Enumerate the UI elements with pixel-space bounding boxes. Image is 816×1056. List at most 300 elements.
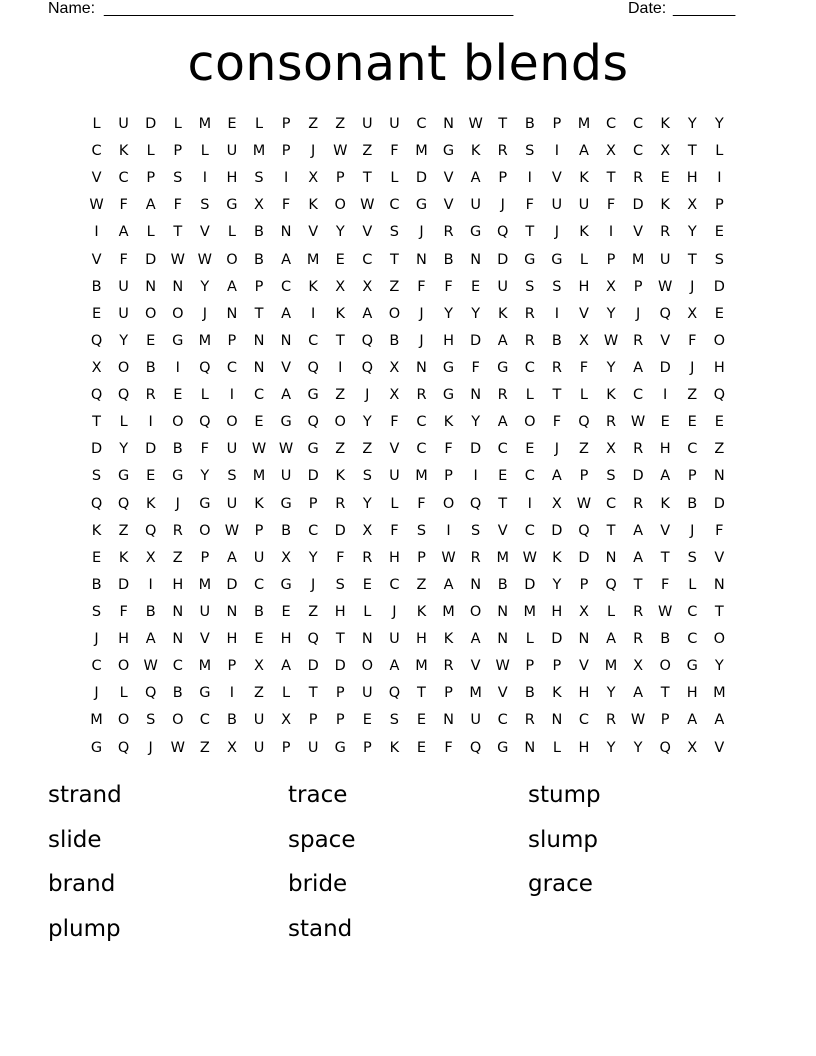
grid-letter[interactable]: R — [633, 332, 644, 349]
grid-letter[interactable]: V — [91, 251, 102, 268]
grid-letter[interactable]: E — [714, 305, 724, 322]
grid-letter[interactable]: F — [606, 197, 616, 214]
grid-letter[interactable]: D — [334, 522, 346, 539]
grid-letter[interactable]: Q — [117, 495, 130, 512]
grid-letter[interactable]: U — [253, 739, 265, 756]
grid-letter[interactable]: I — [283, 170, 289, 187]
grid-letter[interactable]: F — [525, 197, 534, 214]
grid-letter[interactable]: V — [660, 522, 671, 539]
grid-letter[interactable]: K — [552, 549, 562, 566]
grid-letter[interactable]: Y — [552, 576, 562, 593]
grid-letter[interactable]: Q — [307, 414, 319, 431]
grid-letter[interactable]: K — [579, 224, 589, 241]
grid-letter[interactable]: H — [334, 604, 346, 621]
grid-letter[interactable]: F — [119, 604, 128, 621]
grid-letter[interactable]: M — [198, 658, 212, 675]
grid-letter[interactable]: K — [416, 604, 427, 621]
grid-letter[interactable]: P — [335, 712, 345, 729]
grid-letter[interactable]: G — [524, 251, 536, 268]
grid-letter[interactable]: R — [470, 549, 481, 566]
grid-letter[interactable]: Q — [117, 739, 130, 756]
grid-letter[interactable]: D — [632, 197, 644, 214]
grid-letter[interactable]: Z — [118, 522, 129, 539]
grid-letter[interactable]: Y — [119, 332, 129, 349]
grid-letter[interactable]: N — [497, 604, 509, 621]
grid-letter[interactable]: Z — [416, 576, 427, 593]
grid-letter[interactable]: I — [202, 170, 207, 187]
grid-letter[interactable]: B — [660, 631, 671, 648]
grid-letter[interactable]: T — [498, 495, 508, 512]
grid-letter[interactable]: S — [146, 712, 156, 729]
grid-letter[interactable]: G — [497, 360, 509, 377]
grid-letter[interactable]: A — [226, 278, 237, 295]
grid-letter[interactable]: P — [606, 251, 616, 268]
grid-letter[interactable]: S — [227, 468, 237, 485]
grid-letter[interactable]: S — [687, 549, 697, 566]
grid-letter[interactable]: I — [527, 495, 532, 512]
grid-letter[interactable]: H — [226, 170, 238, 187]
grid-letter[interactable]: G — [280, 495, 292, 512]
grid-letter[interactable]: N — [443, 712, 454, 729]
grid-letter[interactable]: F — [119, 251, 128, 268]
grid-letter[interactable]: T — [173, 224, 183, 241]
grid-letter[interactable]: T — [389, 251, 399, 268]
grid-letter[interactable]: X — [687, 739, 698, 756]
grid-letter[interactable]: R — [660, 224, 671, 241]
grid-letter[interactable]: R — [335, 495, 346, 512]
grid-letter[interactable]: G — [172, 332, 184, 349]
grid-letter[interactable]: B — [145, 604, 156, 621]
grid-letter[interactable]: E — [525, 441, 535, 458]
grid-letter[interactable]: M — [198, 116, 212, 133]
grid-letter[interactable]: G — [415, 197, 428, 214]
grid-letter[interactable]: M — [415, 143, 428, 160]
grid-letter[interactable]: M — [252, 143, 266, 160]
grid-letter[interactable]: Z — [308, 116, 319, 133]
grid-letter[interactable]: X — [578, 604, 589, 621]
grid-letter[interactable]: U — [307, 739, 319, 756]
grid-letter[interactable]: K — [118, 549, 129, 566]
grid-letter[interactable]: G — [199, 685, 211, 702]
grid-letter[interactable]: D — [334, 658, 346, 675]
grid-letter[interactable]: M — [604, 658, 618, 675]
grid-letter[interactable]: T — [687, 251, 697, 268]
grid-letter[interactable]: G — [307, 441, 319, 458]
grid-letter[interactable]: E — [416, 712, 427, 729]
grid-letter[interactable]: K — [660, 116, 670, 133]
grid-letter[interactable]: R — [497, 143, 508, 160]
grid-letter[interactable]: G — [90, 739, 103, 756]
grid-letter[interactable]: J — [554, 224, 559, 241]
grid-letter[interactable]: J — [554, 441, 559, 458]
grid-letter[interactable]: M — [415, 468, 428, 485]
grid-letter[interactable]: P — [687, 468, 697, 485]
grid-letter[interactable]: K — [118, 143, 129, 160]
grid-letter[interactable]: O — [117, 712, 130, 729]
grid-letter[interactable]: Q — [361, 332, 374, 349]
grid-letter[interactable]: M — [198, 576, 212, 593]
grid-letter[interactable]: U — [362, 685, 373, 702]
grid-letter[interactable]: I — [229, 387, 235, 404]
name-field-line[interactable]: ______________________________________________ — [104, 0, 514, 17]
grid-letter[interactable]: W — [197, 251, 213, 268]
grid-letter[interactable]: U — [470, 197, 481, 214]
grid-letter[interactable]: R — [497, 387, 508, 404]
grid-letter[interactable]: D — [307, 468, 319, 485]
grid-letter[interactable]: R — [633, 604, 644, 621]
grid-letter[interactable]: D — [118, 576, 130, 593]
grid-letter[interactable]: H — [118, 631, 130, 648]
grid-letter[interactable]: L — [227, 224, 236, 241]
grid-letter[interactable]: J — [419, 305, 424, 322]
grid-letter[interactable]: F — [200, 441, 210, 458]
grid-letter[interactable]: N — [470, 576, 482, 593]
grid-letter[interactable]: E — [254, 414, 264, 431]
grid-letter[interactable]: T — [254, 305, 264, 322]
grid-letter[interactable]: T — [335, 332, 345, 349]
grid-letter[interactable]: S — [552, 278, 562, 295]
grid-letter[interactable]: G — [551, 251, 563, 268]
grid-letter[interactable]: R — [172, 522, 183, 539]
grid-letter[interactable]: G — [470, 224, 482, 241]
grid-letter[interactable]: N — [713, 468, 725, 485]
grid-letter[interactable]: P — [633, 278, 643, 295]
grid-letter[interactable]: V — [497, 522, 508, 539]
grid-letter[interactable]: E — [714, 224, 724, 241]
grid-letter[interactable]: M — [442, 604, 455, 621]
grid-letter[interactable]: K — [91, 522, 102, 539]
grid-letter[interactable]: K — [389, 739, 400, 756]
grid-letter[interactable]: Y — [606, 360, 616, 377]
grid-letter[interactable]: E — [714, 414, 724, 431]
grid-letter[interactable]: Q — [659, 305, 671, 322]
grid-letter[interactable]: U — [551, 197, 563, 214]
grid-letter[interactable]: V — [633, 224, 644, 241]
grid-letter[interactable]: A — [633, 549, 644, 566]
grid-letter[interactable]: P — [281, 143, 291, 160]
grid-letter[interactable]: T — [606, 170, 616, 187]
grid-letter[interactable]: J — [148, 739, 153, 756]
grid-letter[interactable]: G — [334, 739, 346, 756]
grid-letter[interactable]: F — [715, 522, 724, 539]
grid-letter[interactable]: D — [470, 441, 482, 458]
grid-letter[interactable]: A — [281, 658, 292, 675]
grid-letter[interactable]: P — [227, 332, 237, 349]
grid-letter[interactable]: W — [603, 332, 619, 349]
grid-letter[interactable]: C — [687, 631, 698, 648]
grid-letter[interactable]: O — [713, 631, 726, 648]
grid-letter[interactable]: I — [473, 468, 478, 485]
grid-letter[interactable]: H — [578, 739, 590, 756]
grid-letter[interactable]: P — [173, 143, 183, 160]
grid-letter[interactable]: R — [633, 441, 644, 458]
grid-letter[interactable]: C — [308, 332, 319, 349]
grid-letter[interactable]: L — [715, 143, 724, 160]
grid-letter[interactable]: U — [226, 495, 238, 512]
grid-letter[interactable]: E — [498, 468, 508, 485]
grid-letter[interactable]: Z — [389, 278, 400, 295]
grid-letter[interactable]: N — [497, 631, 509, 648]
grid-letter[interactable]: A — [633, 685, 644, 702]
grid-letter[interactable]: L — [146, 224, 155, 241]
grid-letter[interactable]: B — [497, 576, 508, 593]
grid-letter[interactable]: Y — [606, 305, 616, 322]
grid-letter[interactable]: Y — [308, 549, 318, 566]
grid-letter[interactable]: V — [389, 441, 400, 458]
grid-letter[interactable]: Q — [199, 360, 211, 377]
grid-letter[interactable]: E — [660, 414, 670, 431]
grid-letter[interactable]: C — [199, 712, 210, 729]
grid-letter[interactable]: G — [226, 197, 238, 214]
grid-letter[interactable]: G — [280, 414, 292, 431]
grid-letter[interactable]: O — [199, 522, 211, 539]
grid-letter[interactable]: F — [471, 360, 480, 377]
grid-letter[interactable]: Q — [713, 387, 726, 404]
grid-letter[interactable]: Q — [578, 522, 590, 539]
grid-letter[interactable]: X — [362, 522, 373, 539]
grid-letter[interactable]: K — [308, 278, 318, 295]
grid-letter[interactable]: D — [578, 549, 590, 566]
grid-letter[interactable]: X — [226, 739, 237, 756]
grid-letter[interactable]: Y — [471, 305, 481, 322]
grid-letter[interactable]: U — [226, 441, 238, 458]
grid-letter[interactable]: Z — [308, 604, 319, 621]
grid-letter[interactable]: U — [659, 251, 671, 268]
grid-letter[interactable]: S — [254, 170, 264, 187]
grid-letter[interactable]: Z — [362, 441, 373, 458]
grid-letter[interactable]: N — [524, 739, 536, 756]
grid-letter[interactable]: F — [552, 414, 562, 431]
grid-letter[interactable]: D — [524, 576, 536, 593]
grid-letter[interactable]: E — [362, 576, 372, 593]
grid-letter[interactable]: T — [714, 604, 724, 621]
grid-letter[interactable]: Z — [335, 441, 346, 458]
grid-letter[interactable]: M — [306, 251, 320, 268]
grid-letter[interactable]: F — [444, 278, 453, 295]
grid-letter[interactable]: H — [388, 549, 400, 566]
grid-letter[interactable]: D — [551, 631, 563, 648]
grid-letter[interactable]: C — [416, 116, 427, 133]
grid-letter[interactable]: X — [606, 278, 616, 295]
grid-letter[interactable]: X — [660, 143, 671, 160]
grid-letter[interactable]: W — [278, 441, 294, 458]
grid-letter[interactable]: W — [360, 197, 375, 214]
grid-letter[interactable]: K — [335, 468, 345, 485]
grid-letter[interactable]: D — [551, 522, 563, 539]
grid-letter[interactable]: P — [552, 658, 562, 675]
grid-letter[interactable]: X — [633, 658, 644, 675]
grid-letter[interactable]: J — [419, 332, 424, 349]
grid-letter[interactable]: A — [551, 468, 562, 485]
grid-letter[interactable]: P — [579, 576, 589, 593]
grid-letter[interactable]: W — [251, 441, 267, 458]
grid-letter[interactable]: L — [282, 685, 291, 702]
grid-letter[interactable]: J — [690, 522, 695, 539]
grid-letter[interactable]: I — [229, 685, 235, 702]
grid-letter[interactable]: D — [145, 441, 157, 458]
grid-letter[interactable]: R — [524, 305, 535, 322]
grid-letter[interactable]: H — [686, 170, 698, 187]
grid-letter[interactable]: L — [688, 576, 697, 593]
grid-letter[interactable]: Z — [714, 441, 725, 458]
grid-letter[interactable]: L — [119, 414, 128, 431]
grid-letter[interactable]: D — [713, 278, 725, 295]
grid-letter[interactable]: E — [146, 468, 156, 485]
grid-letter[interactable]: X — [254, 197, 264, 214]
grid-letter[interactable]: D — [659, 360, 671, 377]
grid-letter[interactable]: U — [280, 468, 292, 485]
grid-letter[interactable]: H — [659, 441, 671, 458]
grid-letter[interactable]: Y — [200, 278, 210, 295]
grid-letter[interactable]: S — [91, 604, 102, 621]
grid-letter[interactable]: Y — [362, 495, 372, 512]
grid-letter[interactable]: R — [605, 712, 617, 729]
grid-letter[interactable]: F — [417, 278, 426, 295]
grid-letter[interactable]: K — [470, 143, 481, 160]
grid-letter[interactable]: L — [363, 604, 372, 621]
grid-letter[interactable]: D — [415, 170, 428, 187]
grid-letter[interactable]: R — [362, 549, 373, 566]
grid-letter[interactable]: P — [579, 468, 589, 485]
grid-letter[interactable]: L — [390, 170, 399, 187]
grid-letter[interactable]: C — [416, 441, 427, 458]
grid-letter[interactable]: D — [713, 495, 725, 512]
grid-letter[interactable]: C — [578, 712, 589, 729]
grid-letter[interactable]: P — [444, 685, 453, 702]
grid-letter[interactable]: V — [470, 658, 481, 675]
grid-letter[interactable]: K — [443, 631, 454, 648]
grid-letter[interactable]: Q — [117, 387, 130, 404]
grid-letter[interactable]: B — [443, 251, 454, 268]
grid-letter[interactable]: N — [416, 251, 427, 268]
grid-letter[interactable]: Z — [362, 143, 373, 160]
grid-letter[interactable]: A — [281, 305, 292, 322]
grid-letter[interactable]: L — [579, 387, 588, 404]
grid-letter[interactable]: H — [578, 685, 590, 702]
grid-letter[interactable]: K — [145, 495, 156, 512]
grid-letter[interactable]: C — [633, 116, 644, 133]
grid-letter[interactable]: P — [227, 658, 237, 675]
grid-letter[interactable]: H — [578, 278, 590, 295]
grid-letter[interactable]: M — [631, 251, 645, 268]
grid-letter[interactable]: W — [143, 658, 158, 675]
grid-letter[interactable]: H — [280, 631, 292, 648]
grid-letter[interactable]: T — [687, 143, 697, 160]
grid-letter[interactable]: Z — [335, 116, 346, 133]
grid-letter[interactable]: N — [470, 251, 482, 268]
grid-letter[interactable]: N — [172, 604, 184, 621]
grid-letter[interactable]: C — [524, 468, 535, 485]
grid-letter[interactable]: B — [145, 360, 156, 377]
grid-letter[interactable]: P — [146, 170, 156, 187]
grid-letter[interactable]: L — [119, 685, 128, 702]
grid-letter[interactable]: V — [281, 360, 292, 377]
grid-letter[interactable]: P — [254, 522, 264, 539]
grid-letter[interactable]: U — [199, 604, 211, 621]
grid-letter[interactable]: Q — [469, 739, 482, 756]
grid-letter[interactable]: L — [525, 387, 534, 404]
grid-letter[interactable]: L — [200, 387, 209, 404]
grid-letter[interactable]: J — [94, 631, 99, 648]
grid-letter[interactable]: P — [308, 495, 318, 512]
grid-letter[interactable]: L — [606, 604, 616, 621]
grid-letter[interactable]: C — [91, 658, 102, 675]
grid-letter[interactable]: E — [416, 739, 427, 756]
grid-letter[interactable]: I — [554, 305, 559, 322]
grid-letter[interactable]: T — [552, 387, 562, 404]
grid-letter[interactable]: E — [471, 278, 481, 295]
grid-letter[interactable]: G — [172, 468, 184, 485]
grid-letter[interactable]: B — [389, 332, 400, 349]
grid-letter[interactable]: E — [687, 414, 697, 431]
grid-letter[interactable]: A — [145, 631, 156, 648]
grid-letter[interactable]: U — [470, 712, 481, 729]
grid-letter[interactable]: T — [92, 414, 101, 431]
grid-letter[interactable]: D — [226, 576, 238, 593]
grid-letter[interactable]: Y — [444, 305, 453, 322]
grid-letter[interactable]: S — [173, 170, 183, 187]
grid-letter[interactable]: T — [660, 549, 670, 566]
grid-letter[interactable]: P — [335, 685, 345, 702]
grid-letter[interactable]: W — [170, 739, 185, 756]
grid-letter[interactable]: D — [145, 251, 157, 268]
grid-letter[interactable]: F — [661, 576, 670, 593]
grid-letter[interactable]: E — [281, 604, 291, 621]
grid-letter[interactable]: H — [443, 332, 454, 349]
grid-letter[interactable]: I — [311, 305, 316, 322]
grid-letter[interactable]: J — [365, 387, 370, 404]
grid-letter[interactable]: N — [713, 576, 725, 593]
grid-letter[interactable]: J — [635, 305, 641, 322]
grid-letter[interactable]: U — [497, 278, 509, 295]
grid-letter[interactable]: X — [362, 278, 373, 295]
grid-letter[interactable]: R — [443, 658, 454, 675]
grid-letter[interactable]: X — [335, 278, 346, 295]
grid-letter[interactable]: H — [416, 631, 427, 648]
grid-letter[interactable]: P — [714, 197, 724, 214]
grid-letter[interactable]: F — [417, 495, 426, 512]
grid-letter[interactable]: Y — [714, 116, 724, 133]
grid-letter[interactable]: Q — [605, 576, 617, 593]
grid-letter[interactable]: C — [605, 495, 617, 512]
grid-letter[interactable]: X — [389, 360, 400, 377]
grid-letter[interactable]: R — [551, 360, 562, 377]
grid-letter[interactable]: I — [148, 414, 153, 431]
grid-letter[interactable]: O — [334, 414, 346, 431]
grid-letter[interactable]: A — [281, 387, 292, 404]
grid-letter[interactable]: G — [442, 387, 455, 404]
grid-letter[interactable]: A — [281, 251, 292, 268]
grid-letter[interactable]: G — [307, 387, 319, 404]
grid-letter[interactable]: W — [224, 522, 240, 539]
grid-letter[interactable]: V — [199, 224, 210, 241]
grid-letter[interactable]: G — [442, 143, 455, 160]
grid-letter[interactable]: C — [633, 143, 644, 160]
grid-letter[interactable]: J — [690, 360, 695, 377]
grid-letter[interactable]: V — [497, 685, 508, 702]
grid-letter[interactable]: Q — [144, 685, 157, 702]
grid-letter[interactable]: G — [497, 739, 509, 756]
grid-letter[interactable]: V — [362, 224, 373, 241]
grid-letter[interactable]: D — [307, 658, 319, 675]
grid-letter[interactable]: Y — [687, 116, 697, 133]
grid-letter[interactable]: O — [226, 251, 238, 268]
grid-letter[interactable]: K — [552, 685, 562, 702]
grid-letter[interactable]: B — [254, 251, 264, 268]
date-field-line[interactable]: _______ — [673, 0, 736, 17]
grid-letter[interactable]: N — [172, 278, 184, 295]
grid-letter[interactable]: Z — [335, 387, 346, 404]
